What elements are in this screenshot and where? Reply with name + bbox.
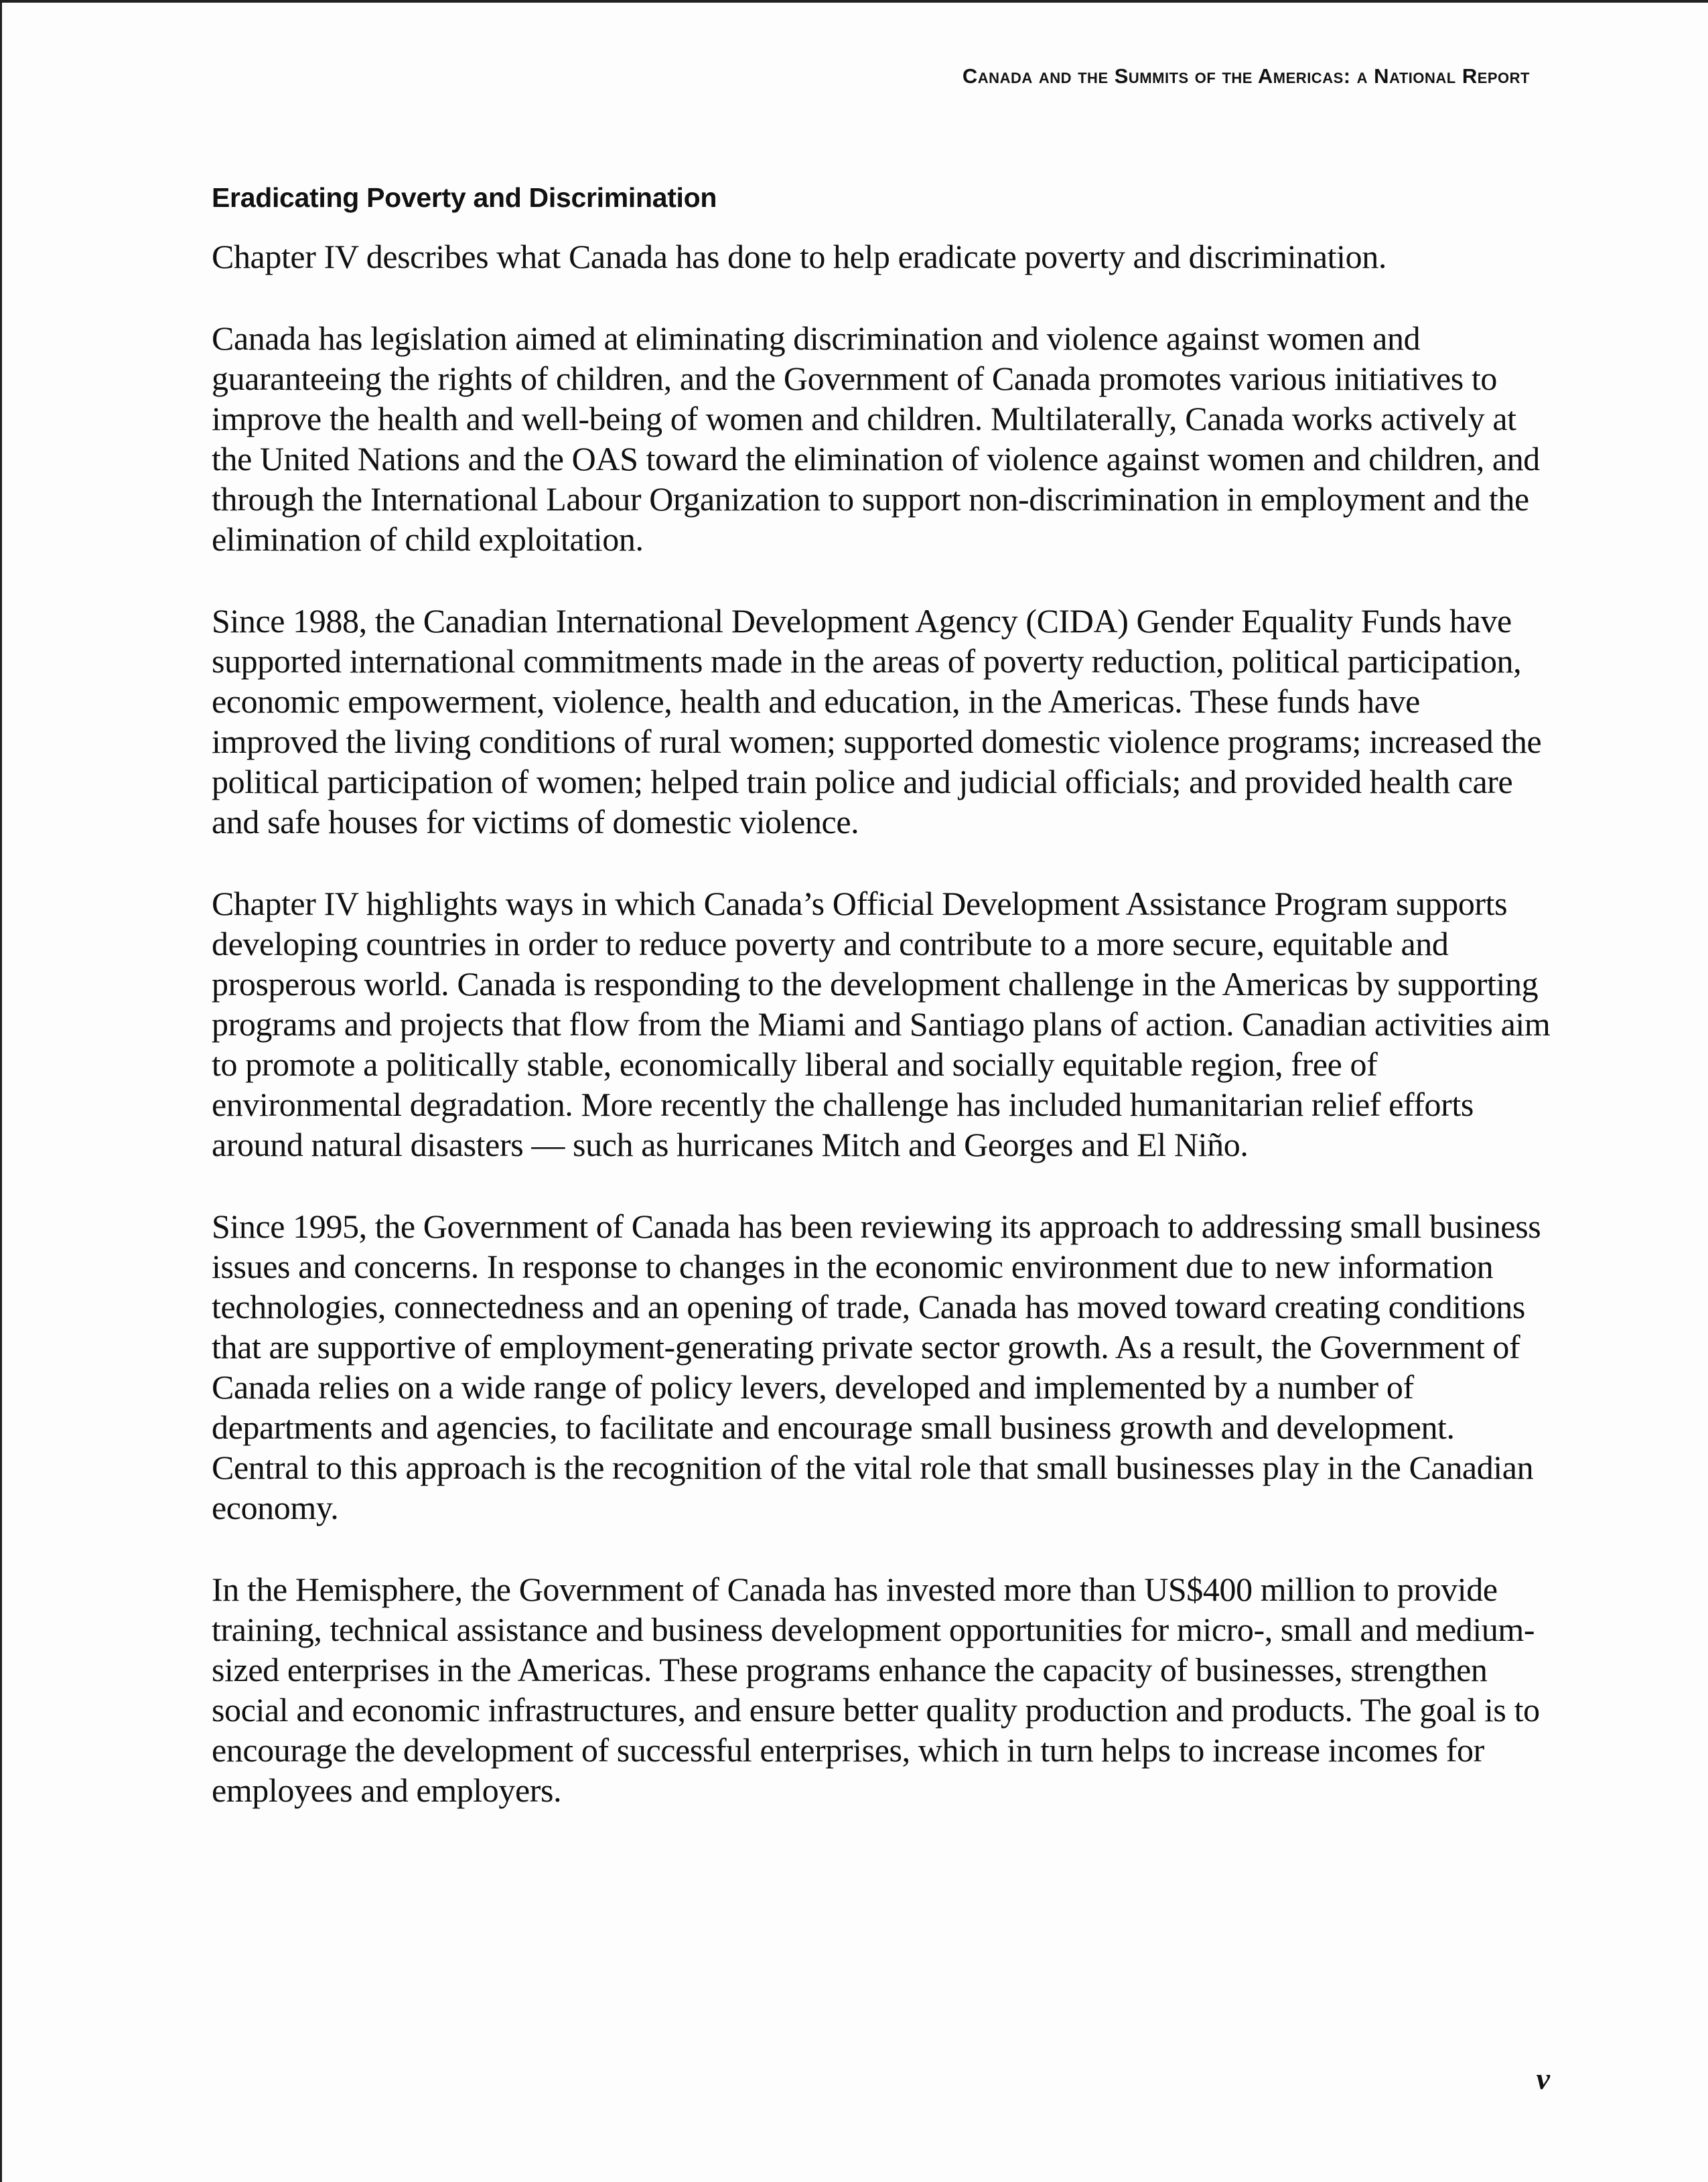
- section-heading: Eradicating Poverty and Discrimination: [212, 182, 717, 213]
- paragraph-5: Since 1995, the Government of Canada has been reviewing its approach to addressing small business issues and concerns. In response to changes in the economic environment due to new information technologies, connectedness and an opening of trade, Canada has moved toward creating conditions that are supportive of employment-generating private sector growth. As a result, the Government of Canada relies on a wide range of policy levers, developed and implemented by a number of departments and agencies, to facilitate and encourage small business growth and development. Central to this approach is the recognition of the vital role that small businesses play in the Canadian economy.: [212, 1208, 1541, 1526]
- paragraph-4: Chapter IV highlights ways in which Canada’s Official Development Assistance Program supports developing countries in order to reduce poverty and contribute to a more secure, equitable and prosperous world. Canada is responding to the development challenge in the Americas by supporting programs and projects that flow from the Miami and Santiago plans of action. Canadian activities aim to promote a politically stable, economically liberal and socially equitable region, free of environmental degradation. More recently the challenge has included humanitarian relief efforts around natural disasters — such as hurricanes Mitch and Georges and El Niño.: [212, 885, 1551, 1163]
- running-header-title: Canada and the Summits of the Americas: a National Report: [962, 64, 1530, 88]
- paragraph-3: Since 1988, the Canadian International Development Agency (CIDA) Gender Equality Funds have supported international commitments made in the areas of poverty reduction, political participation, economic empowerment, violence, health and education, in the Americas. These funds have improved the living conditions of rural women; supported domestic violence programs; increased the political participation of women; helped train police and judicial officials; and provided health care and safe houses for victims of domestic violence.: [212, 602, 1542, 841]
- paragraph-2: Canada has legislation aimed at eliminating discrimination and violence against women and guaranteeing the rights of children, and the Government of Canada promotes various initiatives to improve the health and well-being of women and children. Multilaterally, Canada works actively at the United Nations and the OAS toward the elimination of violence against women and children, and through the International Labour Organization to support non-discrimination in employment and the elimination of child exploitation.: [212, 319, 1540, 558]
- page-number: v: [1536, 2061, 1550, 2096]
- paragraph-1: Chapter IV describes what Canada has done to help eradicate poverty and discrimination.: [212, 238, 1386, 275]
- paragraph-6: In the Hemisphere, the Government of Canada has invested more than US$400 million to provide training, technical assistance and business development opportunities for micro-, small and medium-sized enterprises in the Americas. These programs enhance the capacity of businesses, strengthen social and economic infrastructures, and ensure better quality production and products. The goal is to encourage the development of successful enterprises, which in turn helps to increase incomes for employees and employers.: [212, 1571, 1540, 1809]
- main-content: [212, 182, 1551, 1852]
